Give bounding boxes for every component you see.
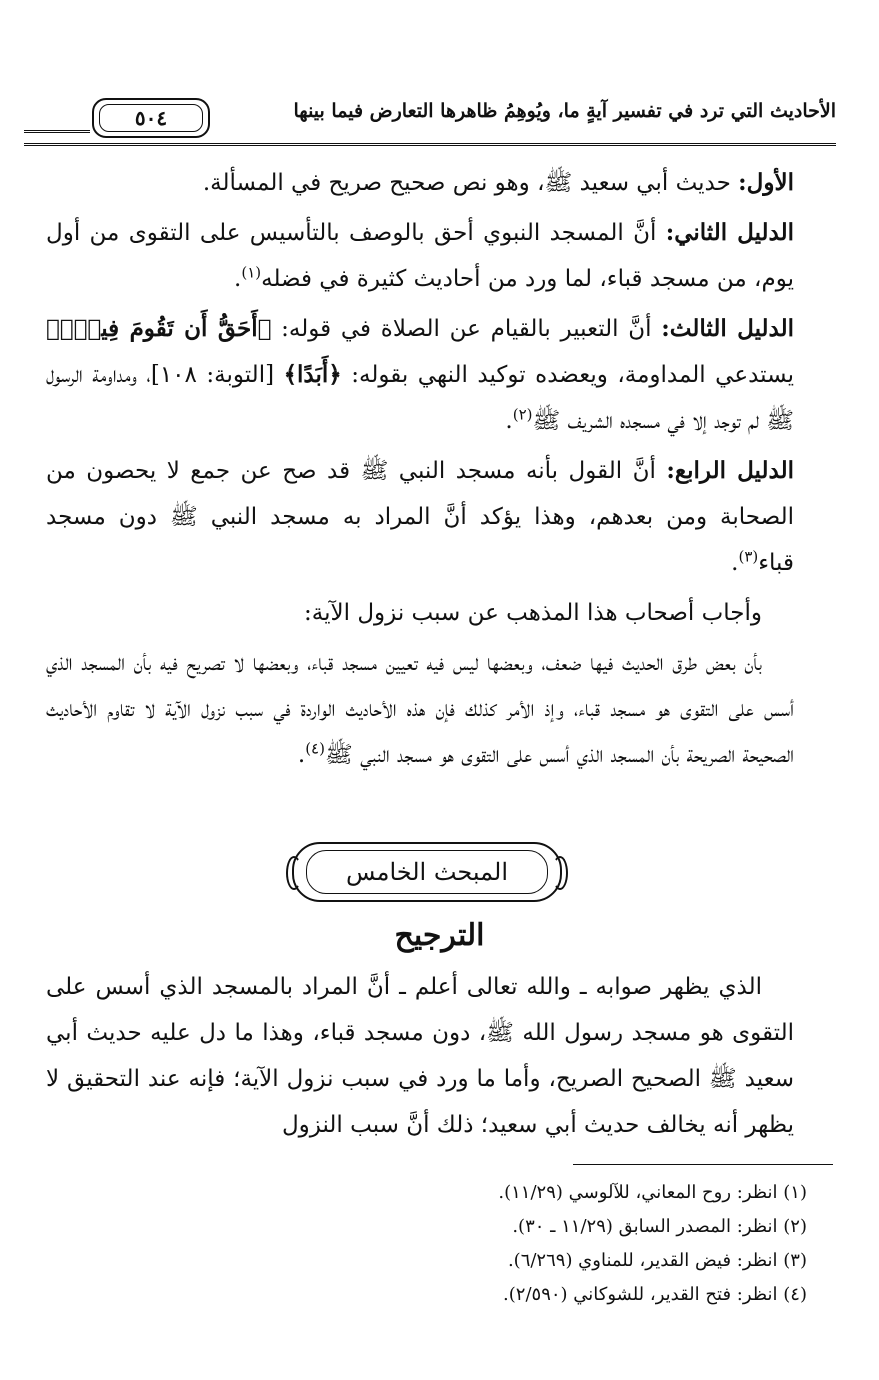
footnote-ref: (٢) bbox=[512, 405, 533, 424]
footnote-item: (٤) انظر: فتح القدير، للشوكاني (٢/٥٩٠). bbox=[503, 1284, 807, 1305]
paragraph-text: بأن بعض طرق الحديث فيها ضعف، وبعضها ليس فيه تعيين مسجد قباء، وبعضها لا تصريح فيه بأن المسجد الذي أسس على التقوى هو مسجد قباء، وإذ الأمر كذلك فإن هذه الأحاديث الواردة في سبب نزول الآية لا تقاوم الأحاديث الصحيحة الصريحة بأن المسجد الذي أسس على التقوى هو مسجد النبي ﷺ bbox=[46, 650, 794, 768]
quran-quote: ﴿أَبَدًا﴾ bbox=[283, 361, 342, 388]
footnotes bbox=[247, 1176, 807, 1312]
main-text bbox=[46, 160, 794, 782]
paragraph-text: حديث أبي سعيد ﷺ، وهو نص صحيح صريح في المسألة. bbox=[202, 170, 739, 196]
ornament-curl-icon bbox=[286, 856, 302, 890]
footnote-ref: (٣) bbox=[738, 547, 759, 566]
paragraph-text: وأجاب أصحاب هذا المذهب عن سبب نزول الآية: bbox=[304, 600, 762, 626]
paragraph-second bbox=[46, 210, 794, 302]
header-title: الأحاديث التي ترد في تفسير آيةٍ ما، ويُوهِمُ ظاهرها التعارض فيما بينها bbox=[293, 100, 836, 122]
paragraph-fourth bbox=[46, 448, 794, 586]
paragraph-text: أنَّ التعبير بالقيام عن الصلاة في قوله: bbox=[271, 316, 662, 342]
section-title-frame bbox=[292, 842, 562, 902]
paragraph-first bbox=[46, 160, 794, 206]
paragraph-label: الدليل الرابع: bbox=[666, 457, 794, 484]
footnote-item: (١) انظر: روح المعاني، للآلوسي (١١/٢٩). bbox=[498, 1182, 807, 1203]
paragraph-end: . bbox=[297, 742, 306, 768]
paragraph-text: [التوبة: ١٠٨]، ومداومة الرسول ﷺ لم توجد إلا في مسجده الشريف ﷺ bbox=[46, 362, 794, 434]
footnote-item: (٢) انظر: المصدر السابق (١١/٢٩ ـ ٣٠). bbox=[512, 1216, 807, 1237]
section-heading: الترجيح bbox=[394, 918, 485, 953]
paragraph-third bbox=[46, 306, 794, 444]
quran-quote: ﴿أَحَقُّ أَن تَقُومَ فِيهِۚ﴾ bbox=[46, 315, 272, 342]
paragraph-answer bbox=[46, 640, 794, 778]
header-rule bbox=[24, 130, 90, 136]
paragraph-answer-intro bbox=[46, 590, 794, 636]
footnote-ref: (٤) bbox=[305, 739, 325, 758]
footnote-separator bbox=[573, 1164, 833, 1165]
paragraph-text: أنَّ المسجد النبوي أحق بالوصف بالتأسيس على التقوى من أول يوم، من مسجد قباء، لما ورد من أحاديث كثيرة في فضله bbox=[46, 220, 794, 292]
paragraph-text: يستدعي المداومة، ويعضده توكيد النهي بقوله: bbox=[341, 362, 795, 388]
paragraph-label: الدليل الثاني: bbox=[665, 219, 794, 246]
paragraph-end: . bbox=[234, 266, 242, 292]
running-header bbox=[24, 96, 836, 146]
paragraph-label: الأول: bbox=[738, 169, 794, 196]
paragraph-end: . bbox=[505, 408, 513, 434]
paragraph-tarjih: الذي يظهر صوابه ـ والله تعالى أعلم ـ أنَّ المراد بالمسجد الذي أسس على التقوى هو مسجد رسول الله ﷺ، دون مسجد قباء، وهذا ما دل عليه حديث أبي سعيد ﷺ الصحيح الصريح، وأما ما ورد في سبب نزول الآية؛ فإنه عند التحقيق لا يظهر أنه يخالف حديث أبي سعيد؛ ذلك أنَّ سبب النزول bbox=[46, 974, 794, 1138]
paragraph-text: أنَّ القول بأنه مسجد النبي ﷺ قد صح عن جمع لا يحصون من الصحابة ومن بعدهم، وهذا يؤكد أنَّ المراد به مسجد النبي ﷺ دون مسجد قباء bbox=[46, 458, 794, 576]
page-number: ٥٠٤ bbox=[99, 104, 203, 132]
section-title: المبحث الخامس bbox=[306, 850, 548, 894]
footnote-item: (٣) انظر: فيض القدير، للمناوي (٦/٢٦٩). bbox=[507, 1250, 807, 1271]
paragraph-end: . bbox=[731, 550, 739, 576]
ornament-curl-icon bbox=[552, 856, 568, 890]
paragraph-label: الدليل الثالث: bbox=[661, 315, 794, 342]
page-number-frame bbox=[92, 98, 210, 138]
section-text bbox=[46, 964, 794, 1148]
section-title-block bbox=[0, 842, 879, 904]
footnote-ref: (١) bbox=[241, 263, 262, 282]
